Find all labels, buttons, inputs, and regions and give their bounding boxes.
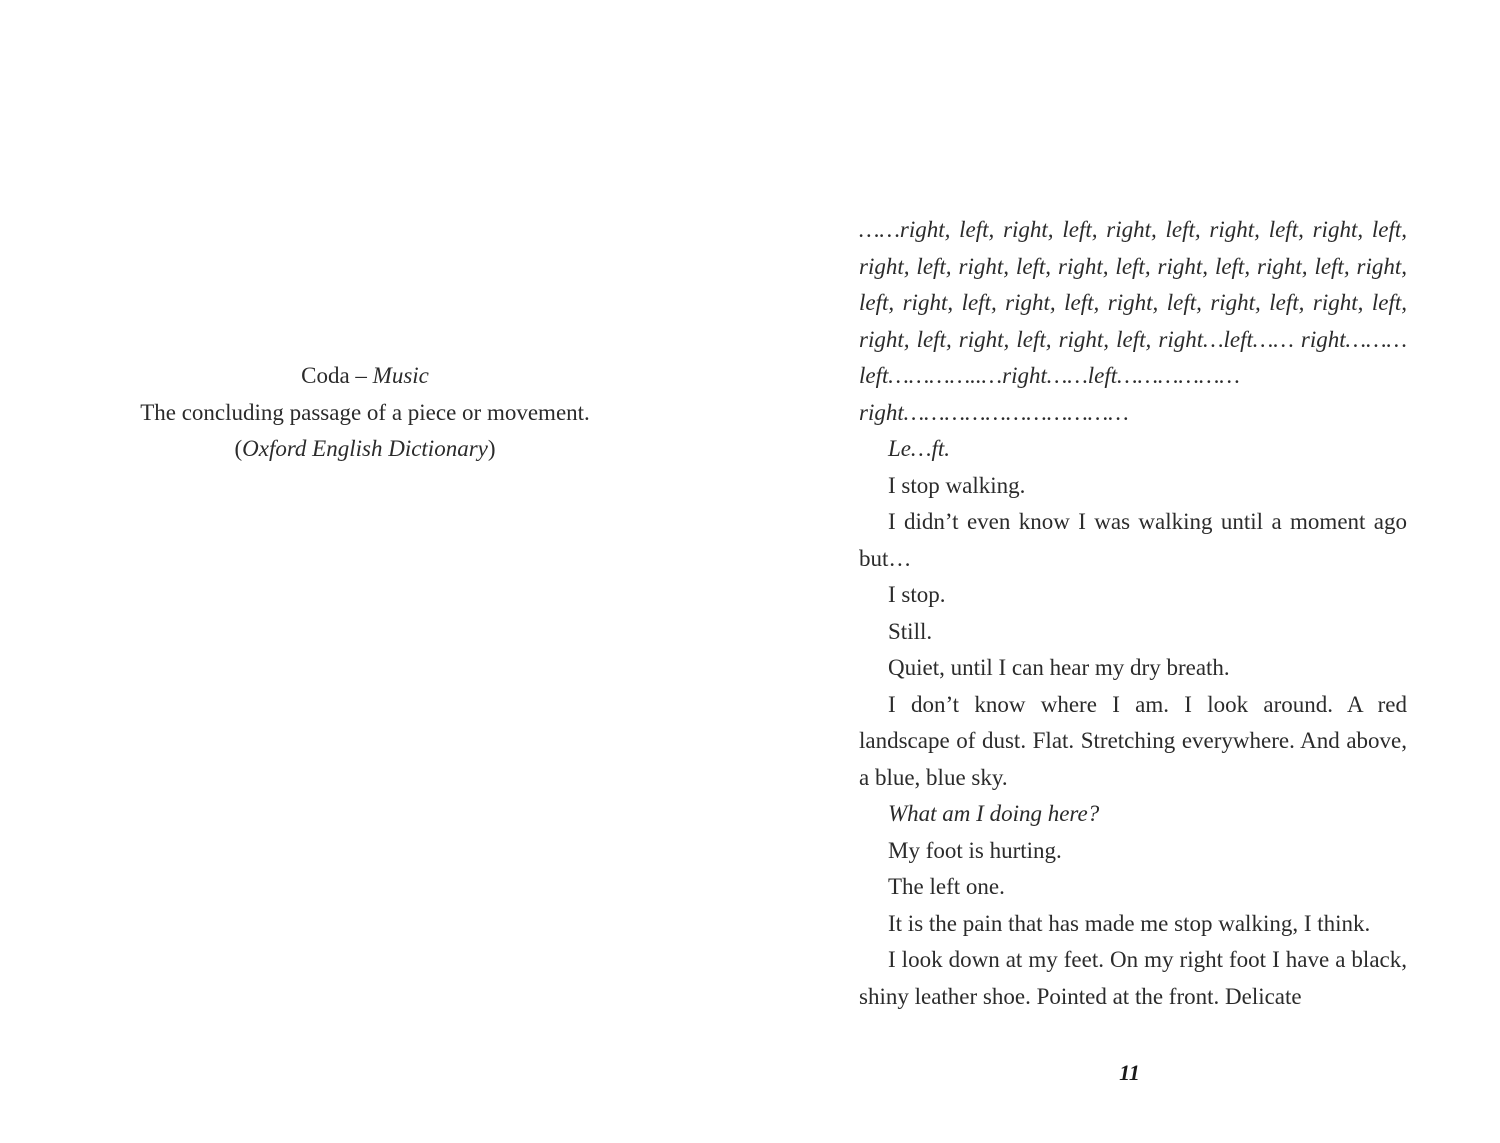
paragraph: Le…ft.	[888, 436, 950, 461]
left-page	[0, 0, 740, 1143]
epigraph-heading	[100, 358, 630, 395]
epigraph-definition: The concluding passage of a piece or movement.	[140, 399, 590, 425]
source-close-paren: )	[487, 436, 496, 461]
right-page	[759, 0, 1500, 1143]
paragraph: I didn’t even know I was walking until a moment ago but…	[859, 509, 1407, 571]
paragraph: The left one.	[888, 874, 1005, 899]
epigraph-dash: –	[349, 363, 373, 388]
paragraph: It is the pain that has made me stop walking, I think.	[888, 910, 1371, 936]
epigraph-source-line	[100, 431, 630, 468]
paragraph: Still.	[888, 618, 933, 644]
paragraph: What am I doing here?	[888, 801, 1100, 826]
paragraph: My foot is hurting.	[888, 837, 1062, 863]
paragraph: I stop walking.	[888, 472, 1026, 498]
epigraph-term: Coda	[301, 363, 350, 388]
paragraph: I stop.	[888, 582, 946, 607]
paragraph: Quiet, until I can hear my dry breath.	[888, 655, 1230, 680]
paragraph: I look down at my feet. On my right foot I have a black, shiny leather shoe. Pointed at the front. Delicate	[859, 947, 1407, 1009]
source-open-paren: (	[234, 436, 243, 461]
body-text	[859, 212, 1407, 1015]
paragraph-walking-rhythm: ……right, left, right, left, right, left, right, left, right, left, right, left, right, left, right, left, right, left, right, left, right, left, right, left, right, left, right, left, right, left, right, left, right, left, right, left, right, left, right…left…… right………left…………..…right……left……………… right……………………………	[859, 217, 1407, 425]
epigraph	[100, 358, 630, 468]
epigraph-category: Music	[372, 363, 429, 388]
page-number: 11	[1119, 1060, 1140, 1085]
epigraph-source: Oxford English Dictionary	[242, 436, 488, 461]
paragraph: I don’t know where I am. I look around. A red landscape of dust. Flat. Stretching everywhere. And above, a blue, blue sky.	[859, 691, 1407, 790]
